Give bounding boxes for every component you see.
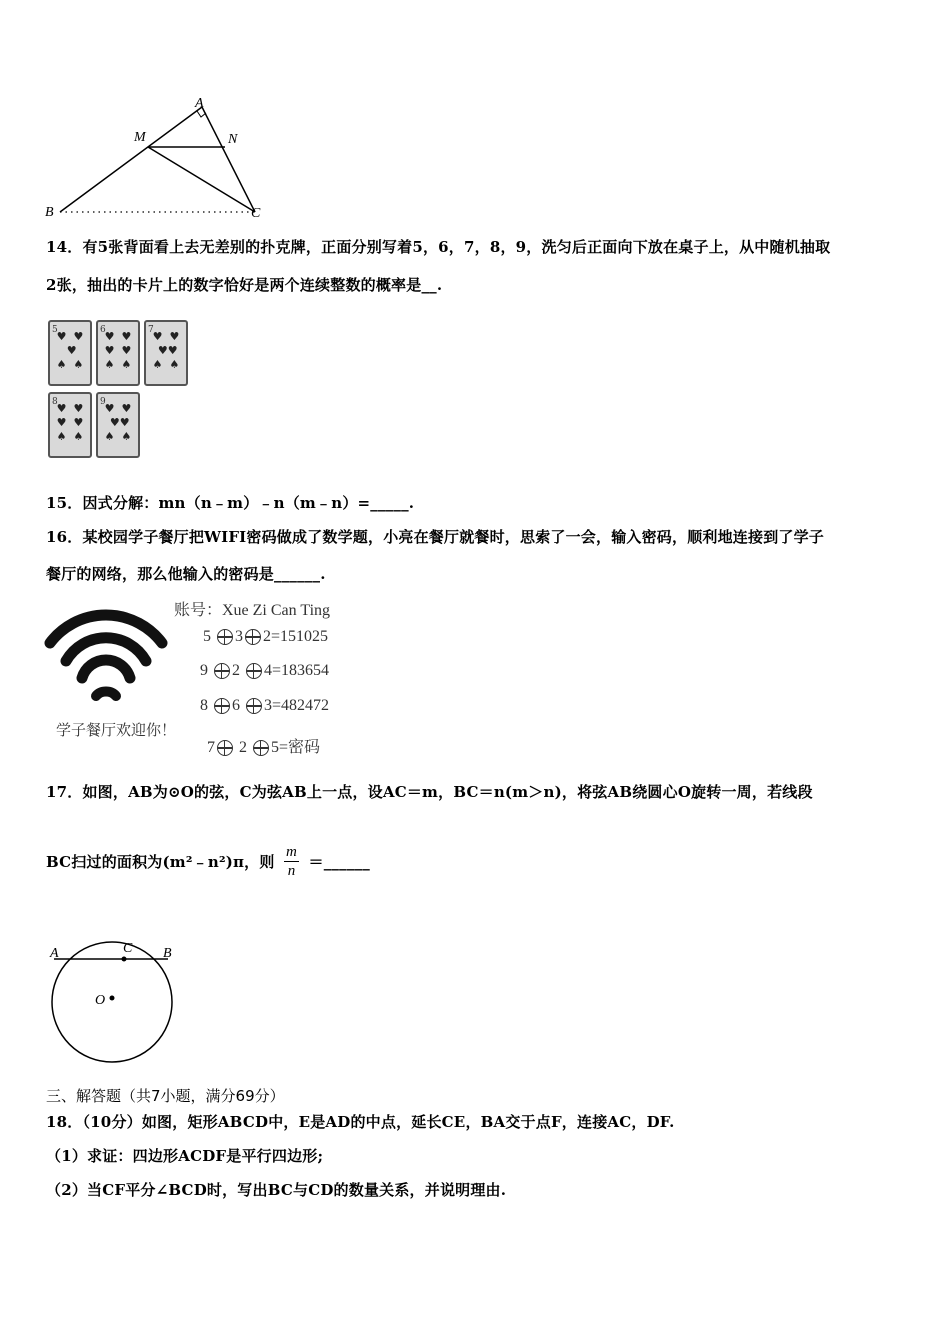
q16-line2: 餐厅的网络，那么他输入的密码是______. (46, 565, 326, 583)
q17-line2 (46, 843, 370, 880)
q16-line1: 16．某校园学子餐厅把WIFI密码做成了数学题，小亮在餐厅就餐时，思索了一会，输入密码，顺利地连接到了学子 (46, 528, 825, 546)
card-pips: ♥ ♥ ♥♥ ♠ ♠ (152, 330, 180, 371)
triangle-figure (40, 95, 280, 225)
equation-3 (200, 697, 329, 715)
eq2-a: 9 (200, 662, 208, 679)
card-number: 9 (100, 397, 106, 407)
q15-text: 15．因式分解：mn（n﹣m）﹣n（m﹣n）=_____. (46, 494, 415, 512)
q14-line2: 2张，抽出的卡片上的数字恰好是两个连续整数的概率是__. (46, 276, 443, 294)
eq1-c: 2=151025 (263, 628, 329, 645)
eq4-a: 7 (207, 739, 215, 756)
circle-label-O: O (95, 993, 106, 1008)
q17-line2-text: BC扫过的面积为(m²﹣n²)π，则 (46, 853, 275, 871)
card-number: 8 (52, 397, 58, 407)
oplus-icon (217, 740, 233, 756)
circle-label-B: B (163, 946, 172, 961)
label-M: M (134, 130, 146, 145)
card-number: 7 (148, 325, 154, 335)
circle-figure (44, 940, 180, 1064)
card-7 (144, 320, 188, 386)
circle-label-A: A (50, 946, 59, 961)
fraction-numerator: m (286, 844, 298, 860)
q14-line1: 14．有5张背面看上去无差别的扑克牌，正面分别写着5，6，7，8，9，洗匀后正面向下放在桌子上，从中随机抽取 (46, 238, 831, 256)
oplus-icon (214, 698, 230, 714)
label-A: A (195, 96, 204, 111)
fraction-denominator: n (287, 863, 296, 879)
oplus-icon (246, 663, 262, 679)
label-B: B (45, 205, 54, 220)
card-9 (96, 392, 140, 458)
q17-answer-blank: ＝______ (308, 853, 370, 871)
eq4-b: 2 (239, 739, 247, 756)
equation-2 (200, 662, 329, 680)
fraction-m-over-n (284, 843, 299, 880)
label-C: C (251, 206, 261, 221)
eq3-a: 8 (200, 697, 208, 714)
eq1-b: 3 (235, 628, 243, 645)
eq2-c: 4=183654 (264, 662, 330, 679)
card-5 (48, 320, 92, 386)
oplus-icon (246, 698, 262, 714)
equation-4 (207, 734, 320, 757)
wifi-welcome: 学子餐厅欢迎你！ (56, 721, 177, 739)
section-3-title: 三、解答题（共7小题，满分69分） (46, 1087, 285, 1105)
eq2-b: 2 (232, 662, 240, 679)
equation-1 (203, 628, 328, 646)
oplus-icon (217, 629, 233, 645)
card-pips: ♥ ♥ ♥ ♥ ♠ ♠ (56, 402, 84, 443)
playing-cards-image (46, 318, 198, 468)
card-8 (48, 392, 92, 458)
card-pips: ♥ ♥ ♥♥ ♠ ♠ (104, 402, 132, 443)
circle-label-C: C (123, 941, 133, 956)
card-6 (96, 320, 140, 386)
card-number: 6 (100, 325, 106, 335)
oplus-icon (214, 663, 230, 679)
card-pips: ♥ ♥ ♥ ♥ ♠ ♠ (104, 330, 132, 371)
card-number: 5 (52, 325, 58, 335)
eq4-c: 5=密码 (271, 739, 321, 756)
eq3-c: 3=482472 (264, 697, 330, 714)
q18-part2: （2）当CF平分∠BCD时，写出BC与CD的数量关系，并说明理由. (46, 1181, 507, 1199)
oplus-icon (253, 740, 269, 756)
q18-line1: 18．（10分）如图，矩形ABCD中，E是AD的中点，延长CE，BA交于点F，连接AC，DF. (46, 1113, 675, 1131)
eq3-b: 6 (232, 697, 240, 714)
eq1-a: 5 (203, 628, 211, 645)
label-N: N (228, 132, 238, 147)
wifi-icon (42, 605, 172, 710)
card-pips: ♥ ♥ ♥ ♠ ♠ (56, 330, 84, 371)
wifi-account: 账号：Xue Zi Can Ting (174, 602, 331, 619)
q18-part1: （1）求证：四边形ACDF是平行四边形; (46, 1147, 324, 1165)
oplus-icon (245, 629, 261, 645)
q17-line1: 17．如图，AB为⊙O的弦，C为弦AB上一点，设AC＝m，BC＝n(m＞n)，将弦AB绕圆心O旋转一周，若线段 (46, 783, 813, 801)
